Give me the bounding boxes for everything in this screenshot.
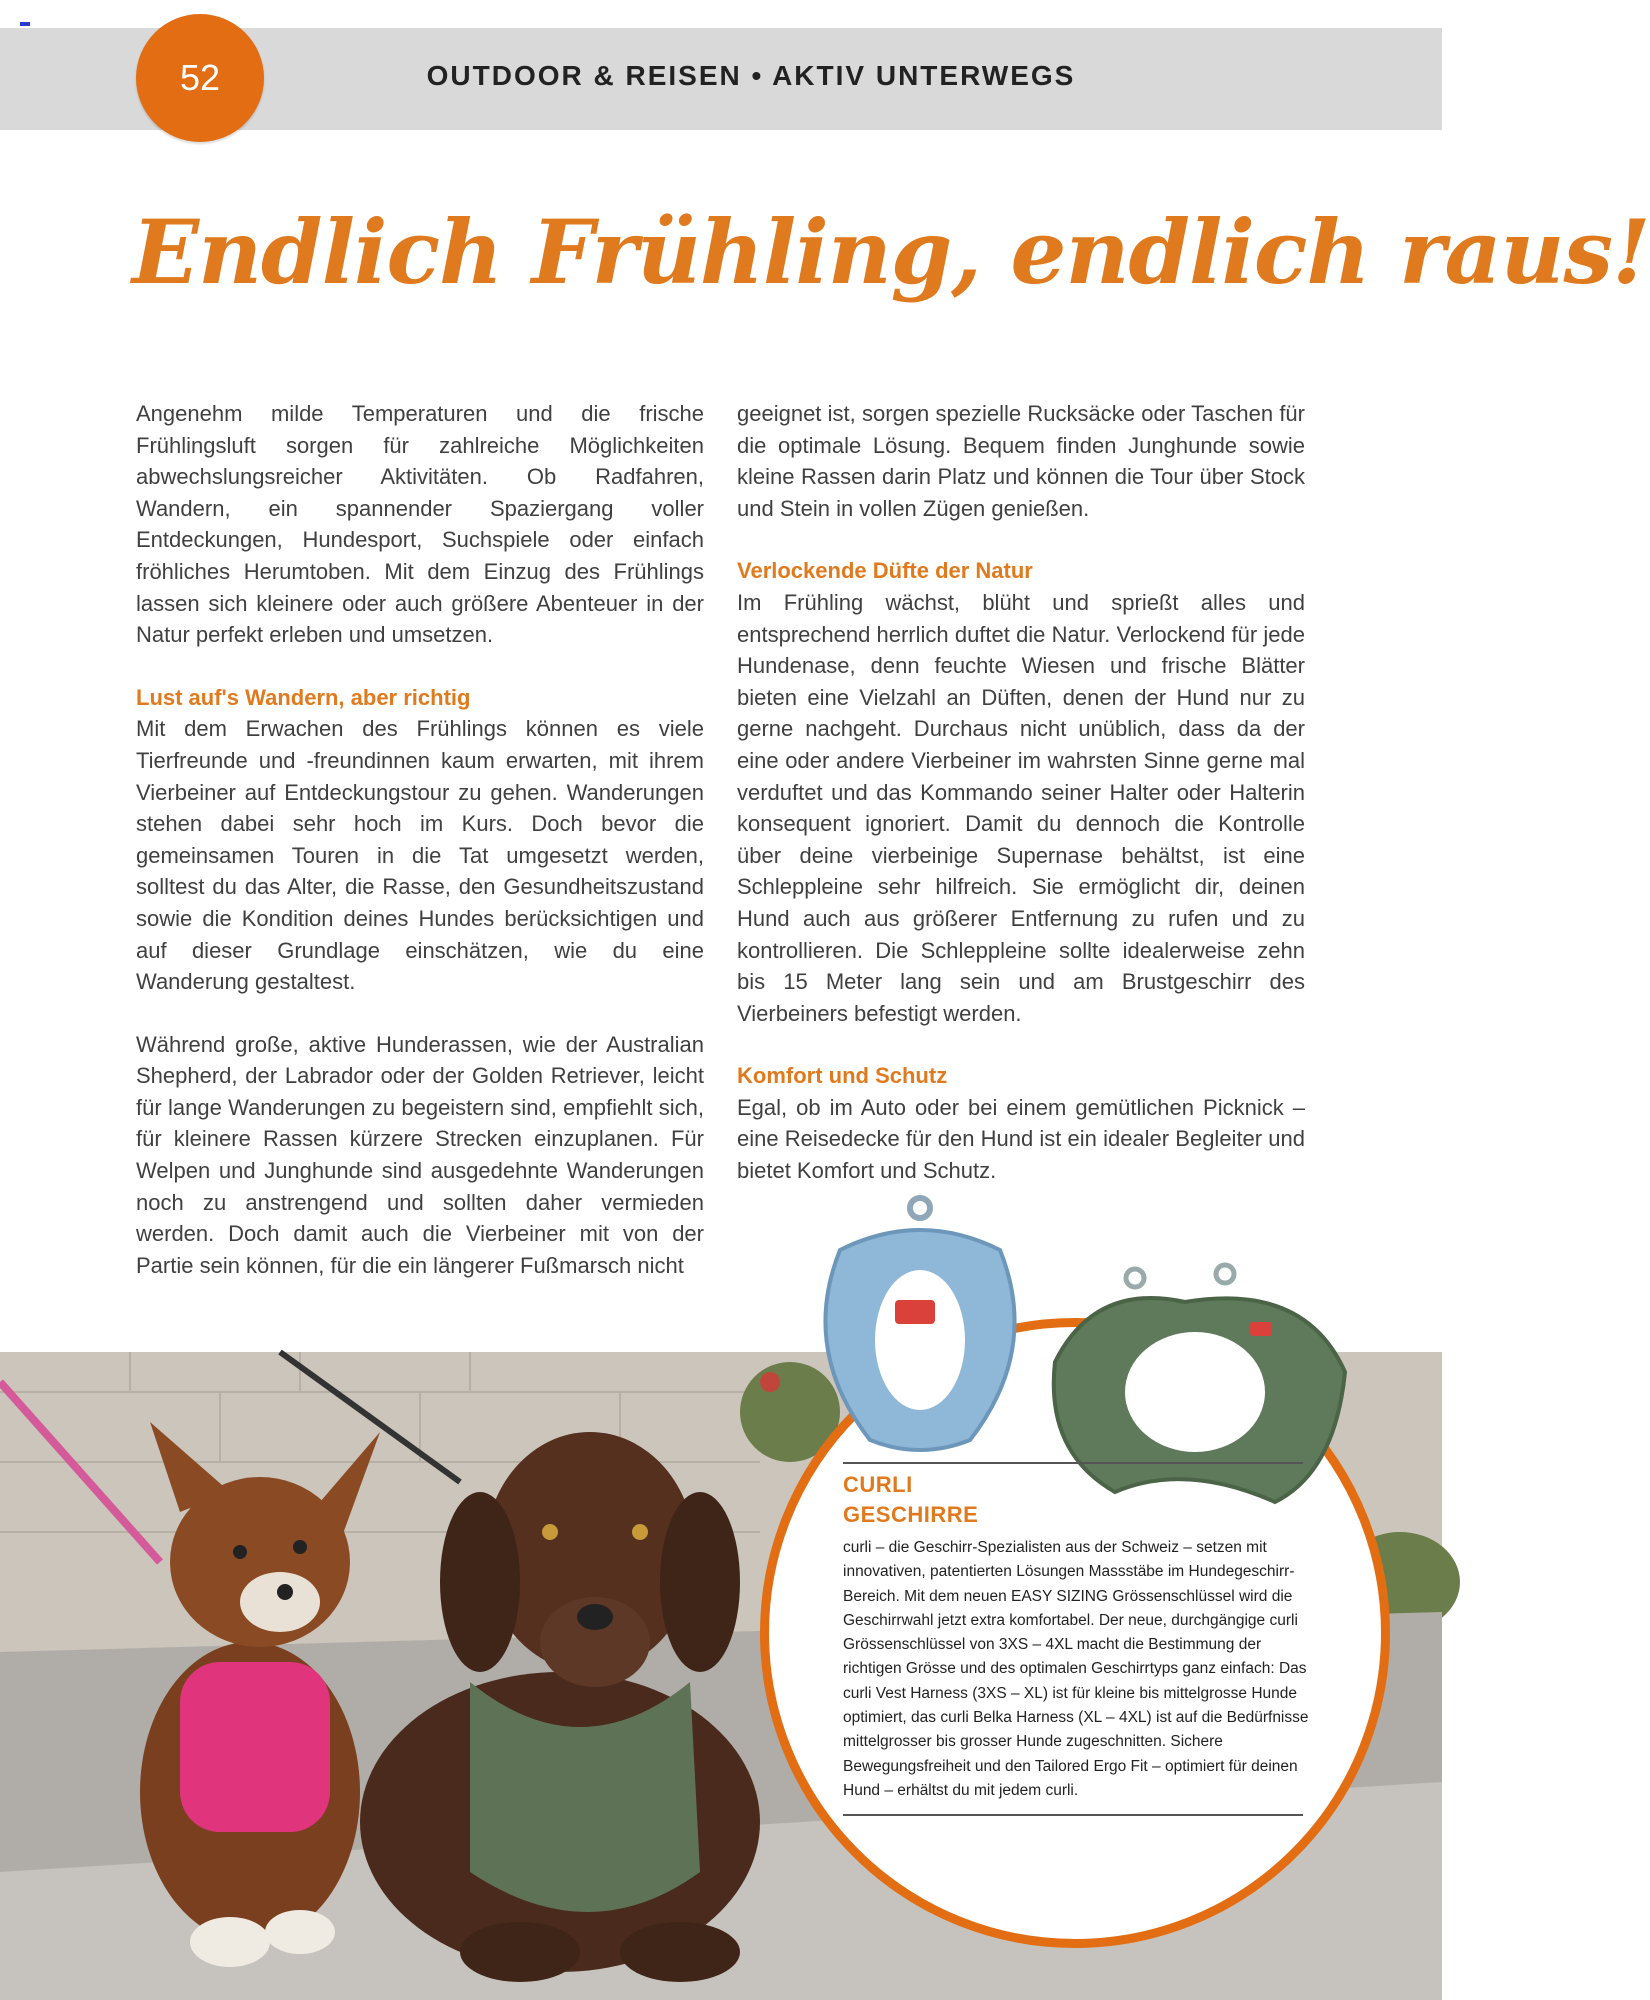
blue-vest-harness-image bbox=[800, 1190, 1050, 1460]
subheading-duefte: Verlockende Düfte der Natur bbox=[737, 558, 1033, 584]
product-rule-top bbox=[843, 1462, 1303, 1464]
product-title bbox=[843, 1470, 978, 1530]
product-description: curli – die Geschirr-Spezialisten aus der Schweiz – setzen mit innovativen, patentierten Lösungen Massstäbe im Hundegeschirr-Bereich. Mit dem neuen EASY SIZING Grössenschlüssel wird die Geschirrwahl jetzt extra komfortabel. Der neue, durchgängige curli Grössenschlüssel von 3XS – 4XL macht die Bestimmung der richtigen Grösse und des optimalen Geschirrtyps ganz einfach: Das curli Vest Harness (3XS – XL) ist für kleine bis mittelgrosse Hunde optimiert, das curli Belka Harness (XL – 4XL) ist auf die Bedürfnisse mittelgrosser bis grosser Hunde zugeschnitten. Sichere Bewegungsfreiheit und den Tailored Ergo Fit – optimiert für deinen Hund – erhältst du mit jedem curli. bbox=[843, 1539, 1309, 1799]
right-column bbox=[737, 398, 1305, 1218]
green-belka-harness-image bbox=[1035, 1262, 1365, 1522]
paragraph-continuation: geeignet ist, sorgen spezielle Rucksäcke oder Taschen für die optimale Lösung. Bequem finden Junghunde sowie kleine Rassen darin Platz und können die Tour über Stock und Stein in vollen Zügen genießen. bbox=[737, 401, 1305, 521]
left-column bbox=[136, 398, 704, 1312]
product-title-line2: GESCHIRRE bbox=[843, 1502, 979, 1527]
product-rule-bottom bbox=[843, 1814, 1303, 1816]
headline: Endlich Frühling, endlich raus! bbox=[132, 200, 1650, 304]
paragraph-duefte: Im Frühling wächst, blüht und sprießt alles und entsprechend herrlich duftet die Natur. Verlockend für jede Hundenase, denn feuchte Wiesen und frische Blätter bieten eine Vielzahl an Düften, denen der Hund nur zu gerne nachgeht. Durchaus nicht unüblich, dass da der eine oder andere Vierbeiner im wahrsten Sinne gerne mal verduftet und das Kommando seiner Halter oder Halterin konsequent ignoriert. Damit du dennoch die Kontrolle über deine vierbeinige Supernase behältst, ist eine Schleppleine sehr hilfreich. Sie ermöglicht dir, deinen Hund auch aus größerer Entfernung zu rufen und zu kontrollieren. Die Schleppleine sollte idealerweise zehn bis 15 Meter lang sein und am Brustgeschirr des Vierbeiners befestigt werden. bbox=[737, 589, 1305, 1026]
section-title: OUTDOOR & REISEN • AKTIV UNTERWEGS bbox=[426, 60, 1076, 91]
top-marker bbox=[20, 22, 30, 26]
page-number: 52 bbox=[136, 14, 264, 142]
paragraph-rassen: Während große, aktive Hunderassen, wie der Australian Shepherd, der Labrador oder der Golden Retriever, leicht für lange Wanderungen zu begeistern sind, empfiehlt sich, für kleinere Rassen kürzere Strecken einzuplanen. Für Welpen und Junghunde sind ausgedehnte Wanderungen noch zu anstrengend und sollten daher vermieden werden. Doch damit auch die Vierbeiner mit von der Partie sein können, für die ein längerer Fußmarsch nicht bbox=[136, 1031, 704, 1278]
subheading-wandern: Lust auf's Wandern, aber richtig bbox=[136, 684, 471, 710]
product-title-line1: CURLI bbox=[843, 1472, 913, 1497]
paragraph-komfort: Egal, ob im Auto oder bei einem gemütlichen Picknick – eine Reisedecke für den Hund ist ein idealer Begleiter und bietet Komfort und Schutz. bbox=[737, 1094, 1305, 1184]
paragraph-wandern: Mit dem Erwachen des Frühlings können es viele Tierfreunde und -freundinnen kaum erwarten, mit ihrem Vierbeiner auf Entdeckungstour zu gehen. Wanderungen stehen dabei sehr hoch im Kurs. Doch bevor die gemeinsamen Touren in die Tat umgesetzt werden, solltest du das Alter, die Rasse, den Gesundheitszustand sowie die Kondition deines Hundes berücksichtigen und auf dieser Grundlage einschätzen, wie du eine Wanderung gestaltest. bbox=[136, 716, 704, 995]
intro-paragraph: Angenehm milde Temperaturen und die frische Frühlingsluft sorgen für zahlreiche Möglichkeiten abwechslungsreicher Aktivitäten. Ob Radfahren, Wandern, ein spannender Spaziergang voller Entdeckungen, Hundesport, Suchspiele oder einfach fröhliches Herumtoben. Mit dem Einzug des Frühlings lassen sich kleinere oder auch größere Abenteuer in der Natur perfekt erleben und umsetzen. bbox=[136, 401, 704, 648]
subheading-komfort: Komfort und Schutz bbox=[737, 1063, 948, 1089]
